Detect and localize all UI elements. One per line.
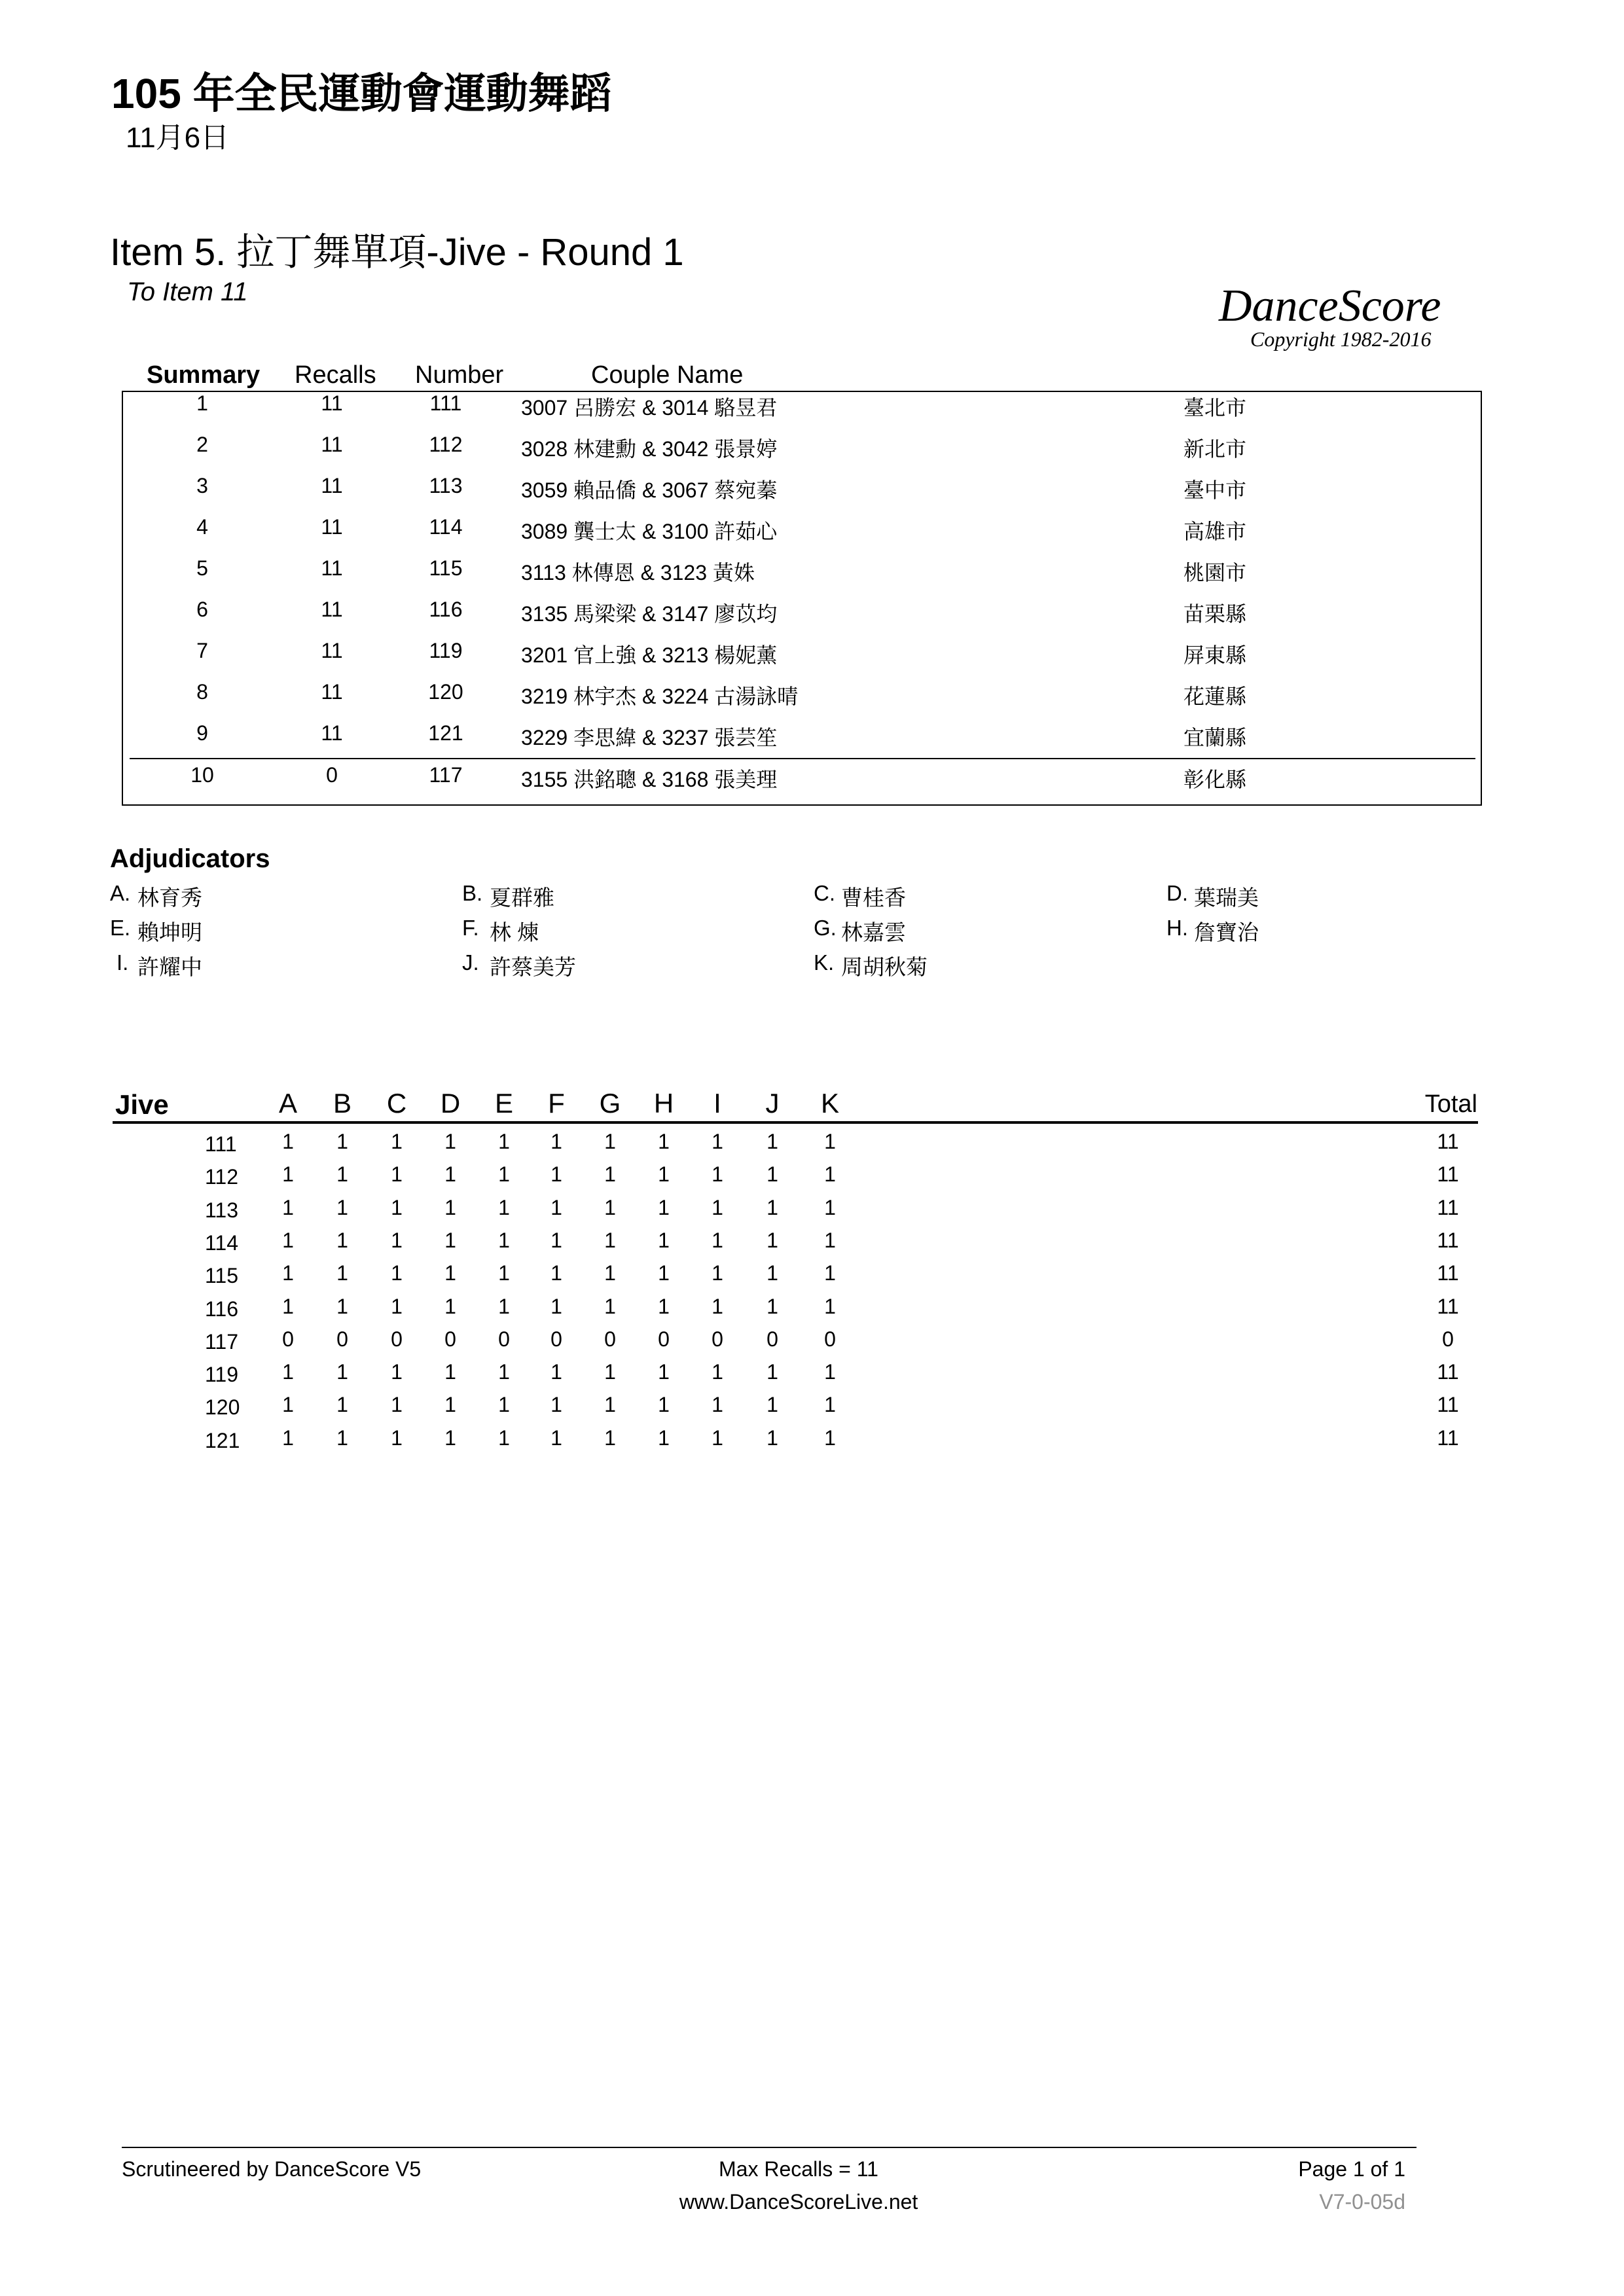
judge-column-header: F [548, 1088, 565, 1119]
summary-couple: 3135 馬梁梁 & 3147 廖苡均 [521, 602, 778, 626]
judge-mark: 1 [767, 1196, 778, 1219]
judge-mark: 1 [444, 1162, 456, 1186]
adjudicator-letter: J. [462, 950, 479, 975]
summary-region: 花蓮縣 [1183, 685, 1247, 708]
judge-mark: 1 [391, 1426, 403, 1450]
judge-mark: 1 [498, 1426, 510, 1450]
summary-region: 臺北市 [1183, 396, 1247, 420]
summary-place: 8 [196, 680, 208, 704]
judge-mark: 1 [550, 1360, 562, 1384]
judge-mark: 1 [604, 1393, 616, 1416]
judge-mark: 1 [658, 1426, 670, 1450]
judge-mark: 1 [498, 1162, 510, 1186]
judge-mark: 0 [336, 1327, 348, 1351]
summary-couple: 3059 賴品僑 & 3067 蔡宛蓁 [521, 478, 778, 502]
judge-mark: 1 [550, 1261, 562, 1285]
judge-column-header: B [333, 1088, 352, 1119]
judge-mark: 0 [767, 1327, 778, 1351]
marks-total: 11 [1437, 1393, 1459, 1416]
marks-couple-number: 111 [205, 1132, 237, 1156]
number-header: Number [415, 361, 504, 389]
judge-column-header: I [713, 1088, 721, 1119]
judge-mark: 1 [767, 1295, 778, 1318]
adjudicator-name: 周胡秋菊 [841, 955, 928, 979]
judge-mark: 1 [824, 1162, 836, 1186]
total-header: Total [1424, 1090, 1477, 1118]
summary-number: 120 [428, 680, 463, 704]
judge-mark: 1 [550, 1393, 562, 1416]
summary-couple: 3219 林宇杰 & 3224 古湯詠晴 [521, 685, 799, 708]
item-subtitle: To Item 11 [127, 278, 248, 306]
judge-mark: 1 [658, 1196, 670, 1219]
judge-mark: 1 [498, 1360, 510, 1384]
judge-mark: 1 [658, 1130, 670, 1153]
marks-couple-number: 121 [205, 1429, 240, 1452]
judge-mark: 1 [336, 1295, 348, 1318]
judge-mark: 1 [604, 1196, 616, 1219]
judge-mark: 1 [824, 1196, 836, 1219]
adjudicator-name: 許耀中 [137, 955, 202, 979]
summary-couple: 3113 林傳恩 & 3123 黃姝 [521, 561, 755, 584]
judge-mark: 1 [391, 1393, 403, 1416]
marks-header-divider [113, 1121, 1478, 1124]
judge-mark: 1 [712, 1295, 723, 1318]
couple-name-header: Couple Name [591, 361, 744, 389]
judge-mark: 1 [391, 1162, 403, 1186]
judge-mark: 1 [658, 1261, 670, 1285]
summary-place: 7 [196, 639, 208, 662]
judge-mark: 1 [604, 1162, 616, 1186]
summary-region: 屏東縣 [1183, 643, 1247, 667]
judge-mark: 1 [336, 1393, 348, 1416]
adjudicators-title: Adjudicators [110, 844, 270, 873]
judge-mark: 1 [391, 1196, 403, 1219]
judge-mark: 1 [712, 1229, 723, 1252]
summary-region: 苗栗縣 [1183, 602, 1247, 626]
judge-mark: 1 [282, 1162, 294, 1186]
judge-mark: 1 [550, 1295, 562, 1318]
judge-column-header: H [653, 1088, 674, 1119]
judge-mark: 0 [550, 1327, 562, 1351]
adjudicator-letter: C. [814, 881, 835, 905]
marks-couple-number: 116 [205, 1297, 239, 1321]
adjudicator-name: 林 煉 [490, 920, 539, 944]
judge-mark: 1 [498, 1196, 510, 1219]
summary-region: 臺中市 [1183, 478, 1247, 502]
adjudicator-name: 夏群雅 [490, 886, 554, 910]
summary-number: 111 [429, 391, 462, 415]
judge-mark: 1 [604, 1229, 616, 1252]
summary-couple: 3028 林建勳 & 3042 張景婷 [521, 437, 778, 461]
summary-place: 3 [196, 474, 208, 497]
judge-mark: 0 [658, 1327, 670, 1351]
summary-region: 彰化縣 [1183, 768, 1247, 791]
summary-recalls: 11 [321, 721, 343, 745]
judge-mark: 1 [767, 1130, 778, 1153]
summary-place: 4 [196, 515, 208, 539]
footer-max-recalls: Max Recalls = 11 [719, 2157, 878, 2181]
summary-couple: 3155 洪銘聰 & 3168 張美理 [521, 768, 778, 791]
summary-number: 119 [429, 639, 463, 662]
judge-mark: 1 [444, 1196, 456, 1219]
summary-number: 113 [429, 474, 463, 497]
summary-recalls: 11 [321, 515, 343, 539]
judge-mark: 1 [444, 1393, 456, 1416]
judge-mark: 1 [824, 1130, 836, 1153]
judge-mark: 1 [604, 1360, 616, 1384]
judge-mark: 1 [282, 1229, 294, 1252]
judge-mark: 0 [444, 1327, 456, 1351]
judge-mark: 1 [824, 1426, 836, 1450]
judge-mark: 1 [824, 1261, 836, 1285]
footer-page-number: Page 1 of 1 [1298, 2157, 1405, 2181]
footer-divider [122, 2147, 1416, 2148]
summary-number: 116 [429, 598, 463, 621]
adjudicator-letter: K. [814, 950, 835, 975]
judge-mark: 1 [336, 1261, 348, 1285]
judge-mark: 0 [604, 1327, 616, 1351]
adjudicator-letter: A. [110, 881, 131, 905]
judge-mark: 1 [550, 1426, 562, 1450]
summary-region: 桃園市 [1183, 561, 1247, 584]
judge-mark: 1 [391, 1229, 403, 1252]
judge-column-header: K [820, 1088, 840, 1119]
judge-mark: 1 [767, 1426, 778, 1450]
judge-mark: 1 [336, 1130, 348, 1153]
adjudicator-letter: I. [117, 950, 129, 975]
judge-mark: 1 [336, 1162, 348, 1186]
judge-mark: 1 [444, 1295, 456, 1318]
adjudicator-name: 詹寶治 [1194, 920, 1259, 944]
judge-mark: 1 [712, 1162, 723, 1186]
summary-couple: 3229 李思緯 & 3237 張芸笙 [521, 726, 778, 749]
judge-mark: 1 [444, 1130, 456, 1153]
marks-couple-number: 114 [205, 1231, 239, 1255]
judge-mark: 1 [282, 1295, 294, 1318]
adjudicator-name: 林育秀 [137, 886, 202, 910]
adjudicator-letter: H. [1166, 916, 1188, 940]
adjudicator-letter: B. [462, 881, 483, 905]
judge-mark: 1 [444, 1426, 456, 1450]
judge-mark: 1 [550, 1130, 562, 1153]
event-title: 105 年全民運動會運動舞蹈 [111, 70, 612, 117]
judge-mark: 1 [550, 1162, 562, 1186]
summary-place: 10 [190, 763, 214, 787]
summary-region: 新北市 [1183, 437, 1247, 461]
summary-region: 宜蘭縣 [1183, 726, 1247, 749]
judge-mark: 1 [712, 1261, 723, 1285]
judge-mark: 1 [391, 1261, 403, 1285]
summary-couple: 3089 龔士太 & 3100 許茹心 [521, 520, 778, 543]
judge-mark: 1 [767, 1261, 778, 1285]
judge-mark: 1 [604, 1295, 616, 1318]
adjudicator-letter: G. [814, 916, 837, 940]
summary-recalls: 11 [321, 433, 343, 456]
marks-couple-number: 115 [205, 1264, 239, 1287]
recalls-header: Recalls [295, 361, 376, 389]
judge-mark: 1 [767, 1360, 778, 1384]
judge-mark: 1 [658, 1393, 670, 1416]
summary-number: 115 [429, 556, 463, 580]
summary-place: 9 [196, 721, 208, 745]
judge-column-header: D [440, 1088, 461, 1119]
judge-mark: 1 [604, 1426, 616, 1450]
dance-name: Jive [115, 1089, 169, 1120]
judge-mark: 0 [498, 1327, 510, 1351]
marks-couple-number: 119 [205, 1363, 239, 1386]
judge-mark: 0 [824, 1327, 836, 1351]
judge-column-header: A [278, 1088, 298, 1119]
adjudicator-name: 許蔡美芳 [490, 955, 576, 979]
marks-total: 11 [1437, 1162, 1459, 1186]
marks-couple-number: 120 [205, 1395, 240, 1419]
summary-couple: 3201 官上強 & 3213 楊妮薰 [521, 643, 778, 667]
summary-recalls: 11 [321, 598, 343, 621]
judge-column-header: J [765, 1088, 780, 1119]
judge-mark: 1 [498, 1261, 510, 1285]
summary-recalls: 11 [321, 556, 343, 580]
marks-couple-number: 117 [205, 1330, 239, 1354]
judge-mark: 1 [658, 1295, 670, 1318]
judge-mark: 1 [767, 1162, 778, 1186]
judge-mark: 1 [282, 1360, 294, 1384]
judge-mark: 1 [604, 1130, 616, 1153]
adjudicator-name: 賴坤明 [137, 920, 202, 944]
judge-mark: 1 [712, 1130, 723, 1153]
marks-total: 11 [1437, 1229, 1459, 1252]
adjudicator-letter: D. [1166, 881, 1188, 905]
summary-number: 117 [429, 763, 463, 787]
summary-region: 高雄市 [1183, 520, 1247, 543]
copyright-notice: Copyright 1982-2016 [1250, 327, 1432, 351]
summary-place: 5 [196, 556, 208, 580]
adjudicator-letter: E. [110, 916, 131, 940]
summary-header: Summary [147, 361, 261, 389]
judge-mark: 1 [604, 1261, 616, 1285]
judge-mark: 1 [712, 1360, 723, 1384]
judge-mark: 1 [550, 1229, 562, 1252]
judge-mark: 1 [498, 1393, 510, 1416]
judge-mark: 1 [658, 1229, 670, 1252]
judge-mark: 0 [391, 1327, 403, 1351]
summary-recalls: 0 [326, 763, 338, 787]
judge-mark: 1 [767, 1229, 778, 1252]
judge-mark: 1 [444, 1229, 456, 1252]
marks-total: 11 [1437, 1426, 1459, 1450]
marks-total: 11 [1437, 1360, 1459, 1384]
judge-mark: 1 [336, 1426, 348, 1450]
judge-mark: 1 [282, 1130, 294, 1153]
event-date: 11月6日 [126, 122, 230, 154]
judge-mark: 1 [498, 1295, 510, 1318]
marks-total: 11 [1437, 1196, 1459, 1219]
judge-column-header: C [386, 1088, 407, 1119]
adjudicator-name: 林嘉雲 [841, 920, 906, 944]
footer-scrutineer: Scrutineered by DanceScore V5 [122, 2157, 422, 2181]
summary-cutoff-divider [130, 758, 1475, 759]
footer-version: V7-0-05d [1319, 2190, 1405, 2214]
summary-place: 2 [196, 433, 208, 456]
judge-mark: 1 [712, 1196, 723, 1219]
summary-number: 112 [429, 433, 463, 456]
summary-place: 6 [196, 598, 208, 621]
judge-mark: 1 [550, 1196, 562, 1219]
judge-mark: 1 [712, 1426, 723, 1450]
marks-total: 11 [1437, 1130, 1459, 1153]
item-title: Item 5. 拉丁舞單項-Jive - Round 1 [110, 231, 684, 274]
judge-mark: 0 [712, 1327, 723, 1351]
judge-mark: 1 [444, 1261, 456, 1285]
judge-mark: 1 [391, 1360, 403, 1384]
judge-mark: 1 [824, 1360, 836, 1384]
summary-place: 1 [196, 391, 208, 415]
judge-mark: 1 [498, 1229, 510, 1252]
judge-mark: 1 [824, 1229, 836, 1252]
judge-mark: 1 [444, 1360, 456, 1384]
judge-mark: 1 [391, 1295, 403, 1318]
summary-recalls: 11 [321, 391, 343, 415]
judge-mark: 1 [824, 1393, 836, 1416]
judge-mark: 1 [282, 1426, 294, 1450]
judge-mark: 1 [498, 1130, 510, 1153]
summary-number: 121 [428, 721, 463, 745]
judge-mark: 1 [391, 1130, 403, 1153]
marks-total: 0 [1442, 1327, 1454, 1351]
summary-number: 114 [429, 515, 463, 539]
judge-mark: 1 [658, 1360, 670, 1384]
judge-mark: 1 [824, 1295, 836, 1318]
footer-url[interactable]: www.DanceScoreLive.net [679, 2190, 918, 2214]
summary-recalls: 11 [321, 639, 343, 662]
adjudicator-name: 葉瑞美 [1194, 886, 1259, 910]
adjudicator-letter: F. [462, 916, 479, 940]
marks-total: 11 [1437, 1261, 1459, 1285]
judge-mark: 1 [336, 1229, 348, 1252]
judge-mark: 1 [767, 1393, 778, 1416]
judge-mark: 1 [282, 1196, 294, 1219]
judge-column-header: G [599, 1088, 621, 1119]
judge-mark: 1 [282, 1261, 294, 1285]
judge-mark: 0 [282, 1327, 294, 1351]
summary-recalls: 11 [321, 474, 343, 497]
judge-mark: 1 [336, 1360, 348, 1384]
judge-mark: 1 [712, 1393, 723, 1416]
marks-couple-number: 112 [205, 1165, 239, 1189]
judge-column-header: E [494, 1088, 514, 1119]
adjudicator-name: 曹桂香 [841, 886, 906, 910]
marks-couple-number: 113 [205, 1198, 239, 1222]
judge-mark: 1 [658, 1162, 670, 1186]
judge-mark: 1 [282, 1393, 294, 1416]
judge-mark: 1 [336, 1196, 348, 1219]
brand-logo: DanceScore [1219, 281, 1441, 331]
summary-couple: 3007 呂勝宏 & 3014 駱昱君 [521, 396, 778, 420]
summary-recalls: 11 [321, 680, 343, 704]
marks-total: 11 [1437, 1295, 1459, 1318]
